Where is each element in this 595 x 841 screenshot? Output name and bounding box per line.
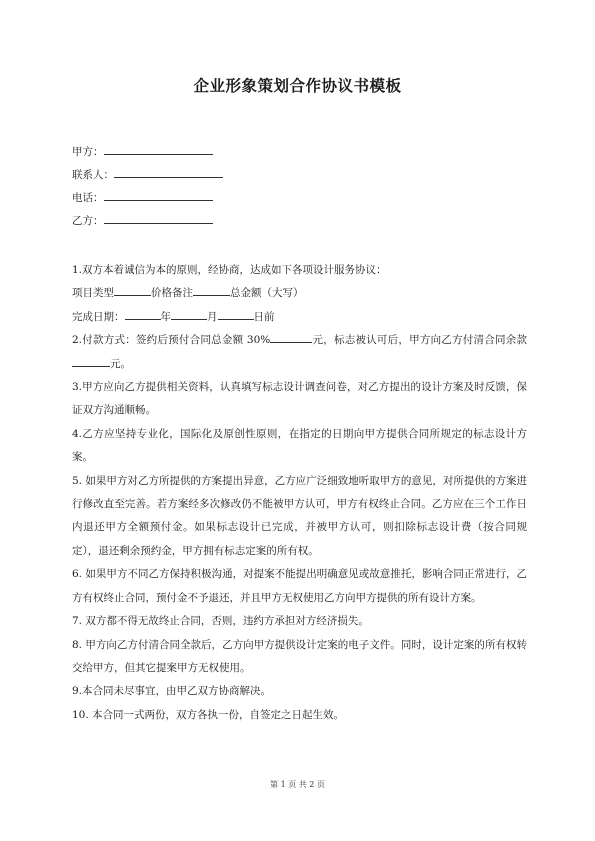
project-type-blank[interactable] [114, 284, 151, 296]
party-b-blank[interactable] [104, 212, 213, 224]
clause-2-part-b: 元，标志被认可后，甲方向乙方付清合同余款 [312, 334, 528, 347]
document-title: 企业形象策划合作协议书模板 [193, 77, 402, 95]
year-label: 年 [160, 310, 171, 323]
party-a-blank[interactable] [104, 143, 213, 155]
clause-2-part-a: 2.付款方式：签约后预付合同总金额 30% [72, 334, 271, 347]
clause-8: 8. 甲方向乙方付清合同全款后，乙方向甲方提供设计定案的电子文件。同时，设计定案的所有权转交给甲方，但其它提案甲方无权使用。 [72, 638, 527, 674]
clause-1-items [72, 282, 527, 305]
prepay-blank[interactable] [270, 331, 312, 343]
party-a-line [72, 143, 213, 159]
contact-label: 联系人： [72, 169, 114, 181]
total-amount-label: 总金额（大写） [230, 287, 304, 300]
day-blank[interactable] [218, 308, 254, 320]
clause-10: 10. 本合同一式两份，双方各执一份，自签定之日起生效。 [72, 708, 345, 721]
agreement-body [72, 259, 527, 727]
contact-blank[interactable] [114, 166, 223, 178]
clause-1: 1.双方本着诚信为本的原则，经协商，达成如下各项设计服务协议： [72, 264, 387, 276]
clause-4: 4.乙方应坚持专业化，国际化及原创性原则，在指定的日期向甲方提供合同所规定的标志设计方案。 [72, 427, 527, 464]
contact-line [72, 166, 223, 182]
phone-line [72, 189, 213, 205]
party-a-label: 甲方： [72, 146, 104, 158]
clause-2 [72, 329, 527, 376]
phone-blank[interactable] [104, 189, 213, 201]
clause-9: 9.本合同未尽事宜，由甲乙双方协商解决。 [72, 685, 272, 698]
completion-date-label: 完成日期： [72, 310, 125, 323]
clause-7: 7. 双方都不得无故终止合同，否则，违约方承担对方经济损失。 [72, 615, 369, 628]
project-type-label: 项目类型 [72, 287, 114, 300]
clause-1-dates [72, 306, 527, 329]
clause-5: 5. 如果甲方对乙方所提供的方案提出异意，乙方应广泛细致地听取甲方的意见，对所提供的方案进行修改直至完善。若方案经多次修改仍不能被甲方认可，甲方有权终止合同。乙方应在三个工作日内退还甲方全额预付金。如果标志设计已完成，并被甲方认可，则扣除标志设计费（按合同规定），退还剩余预约金，甲方拥有标志定案的所有权。 [72, 474, 527, 557]
month-blank[interactable] [171, 308, 207, 320]
clause-3: 3.甲方应向乙方提供相关资料，认真填写标志设计调查问卷，对乙方提出的设计方案及时反馈，保证双方沟通顺畅。 [72, 381, 527, 417]
day-label: 日前 [253, 310, 275, 323]
phone-label: 电话： [72, 192, 104, 204]
party-b-line [72, 212, 213, 228]
page-footer: 第 1 页 共 2 页 [270, 780, 325, 789]
price-note-label: 价格备注 [151, 287, 193, 300]
month-label: 月 [207, 310, 218, 323]
price-note-blank[interactable] [193, 284, 230, 296]
balance-blank[interactable] [72, 355, 110, 367]
party-b-label: 乙方： [72, 215, 104, 227]
clause-6: 6. 如果甲方不同乙方保持积极沟通，对提案不能提出明确意见或故意推托，影响合同正常进行，乙方有权终止合同，预付金不予退还，并且甲方无权使用乙方向甲方提供的所有设计方案。 [72, 568, 527, 604]
clause-2-part-c: 元。 [110, 357, 131, 370]
year-blank[interactable] [125, 308, 161, 320]
